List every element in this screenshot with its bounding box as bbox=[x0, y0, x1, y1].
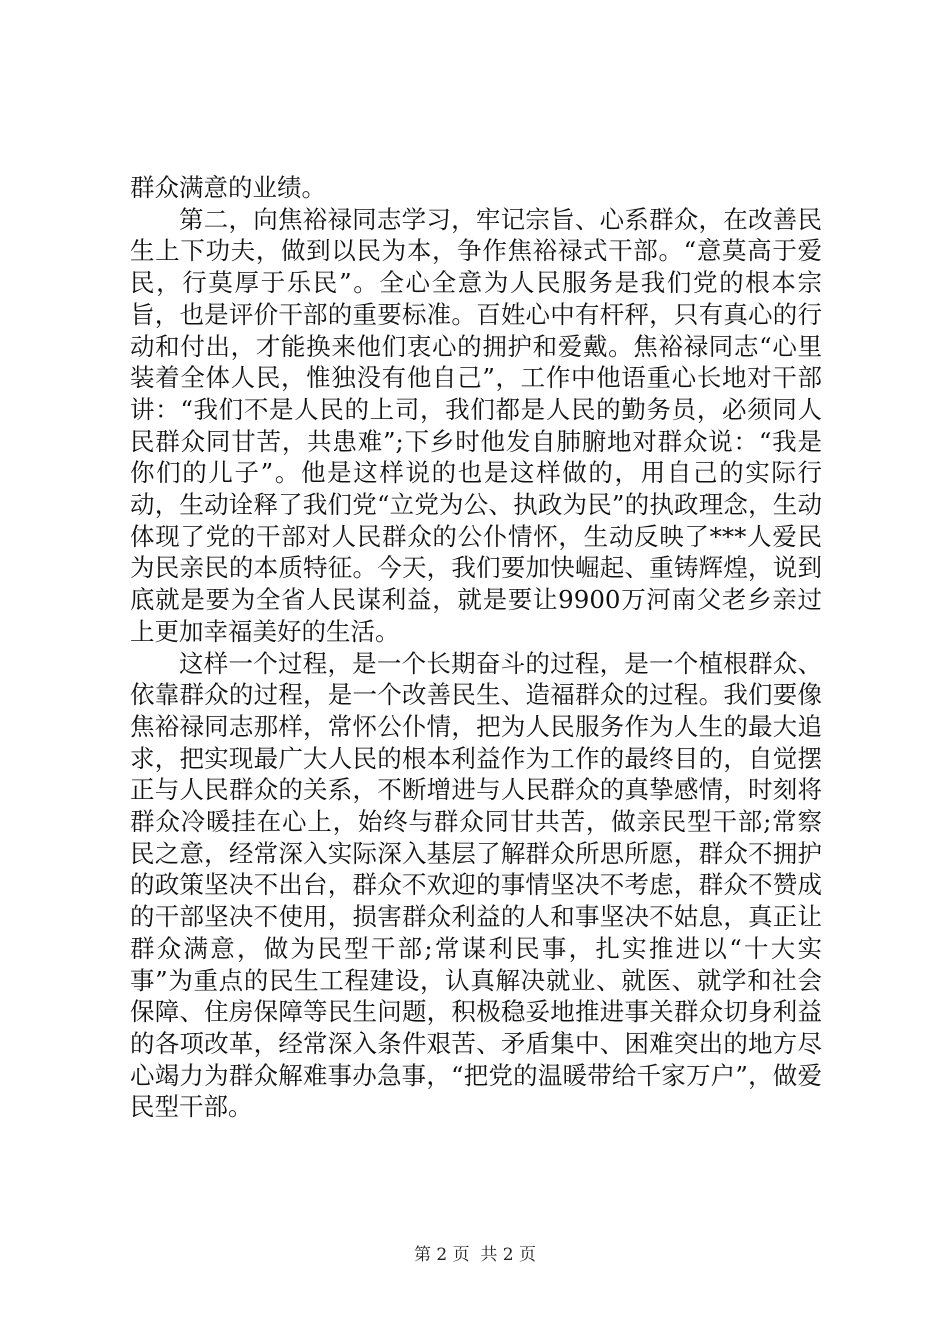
page-total: 共 2 页 bbox=[480, 1245, 537, 1265]
page-number: 第 2 页 bbox=[413, 1245, 470, 1265]
paragraph-second-point: 第二，向焦裕禄同志学习，牢记宗旨、心系群众，在改善民生上下功夫，做到以民为本，争作焦裕禄式干部。“意莫高于爱民，行莫厚于乐民”。全心全意为人民服务是我们党的根本宗旨，也是评价干部的重要标准。百姓心中有杆秤，只有真心的行动和付出，才能换来他们衷心的拥护和爱戴。焦裕禄同志“心里装着全体人民，惟独没有他自己”，工作中他语重心长地对干部讲：“我们不是人民的上司，我们都是人民的勤务员，必须同人民群众同甘苦，共患难”;下乡时他发自肺腑地对群众说：“我是你们的儿子”。他是这样说的也是这样做的，用自己的实际行动，生动诠释了我们党“立党为公、执政为民”的执政理念，生动体现了党的干部对人民群众的公仆情怀，生动反映了***人爱民为民亲民的本质特征。今天，我们要加快崛起、重铸辉煌，说到底就是要为全省人民谋利益，就是要让9900万河南父老乡亲过上更加幸福美好的生活。 bbox=[130, 204, 822, 646]
page-footer bbox=[0, 1244, 950, 1266]
document-body bbox=[130, 172, 822, 1123]
paragraph-continuation: 群众满意的业绩。 bbox=[130, 173, 326, 202]
paragraph-process: 这样一个过程，是一个长期奋斗的过程，是一个植根群众、依靠群众的过程，是一个改善民生、造福群众的过程。我们要像焦裕禄同志那样，常怀公仆情，把为人民服务作为人生的最大追求，把实现最广大人民的根本利益作为工作的最终目的，自觉摆正与人民群众的关系，不断增进与人民群众的真挚感情，时刻将群众冷暖挂在心上，始终与群众同甘共苦，做亲民型干部;常察民之意，经常深入实际深入基层了解群众所思所愿，群众不拥护的政策坚决不出台，群众不欢迎的事情坚决不考虑，群众不赞成的干部坚决不使用，损害群众利益的人和事坚决不姑息，真正让群众满意，做为民型干部;常谋利民事，扎实推进以“十大实事”为重点的民生工程建设，认真解决就业、就医、就学和社会保障、住房保障等民生问题，积极稳妥地推进事关群众切身利益的各项改革，经常深入条件艰苦、矛盾集中、困难突出的地方尽心竭力为群众解难事办急事，“把党的温暖带给千家万户”，做爱民型干部。 bbox=[130, 648, 822, 1122]
